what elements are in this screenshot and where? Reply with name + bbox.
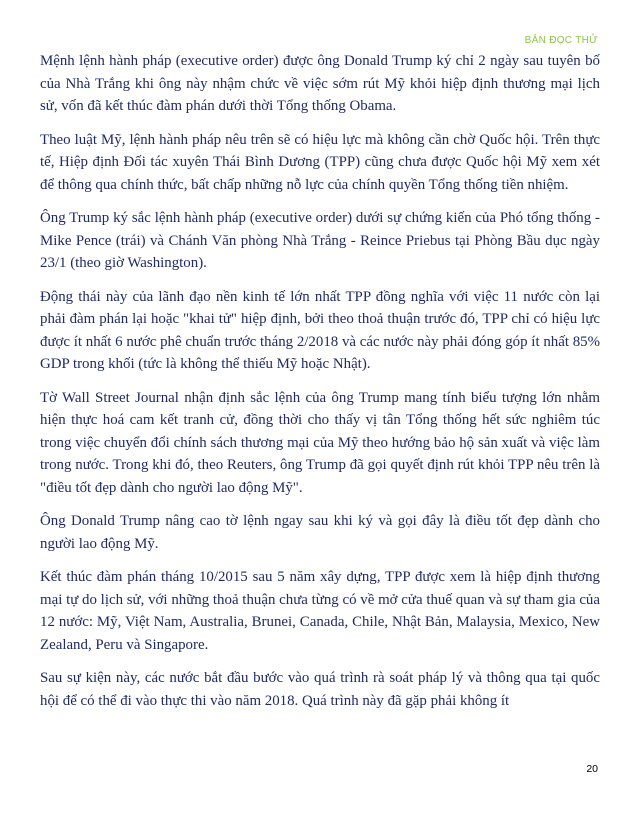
paragraph-2: Theo luật Mỹ, lệnh hành pháp nêu trên sẽ có hiệu lực mà không cần chờ Quốc hội. Trên thực tế, Hiệp định Đối tác xuyên Thái Bình Dương (TPP) cũng chưa được Quốc hội Mỹ xem xét để thông qua chính thức, bất chấp những nỗ lực của chính quyền Tổng thống tiền nhiệm. [40, 131, 600, 193]
paragraph-5: Tờ Wall Street Journal nhận định sắc lệnh của ông Trump mang tính biểu tượng lớn nhằm hiện thực hoá cam kết tranh cử, đồng thời cho thấy vị tân Tổng thống hết sức nghiêm túc trong việc chuyển đổi chính sách thương mại của Mỹ theo hướng bảo hộ sản xuất và việc làm trong nước. Trong khi đó, theo Reuters, ông Trump đã gọi quyết định rút khỏi TPP nêu trên là "điều tốt đẹp dành cho người lao động Mỹ". [40, 389, 600, 496]
paragraph-4: Động thái này của lãnh đạo nền kinh tế lớn nhất TPP đồng nghĩa với việc 11 nước còn lại phải đàm phán lại hoặc "khai tử" hiệp định, bởi theo thoả thuận trước đó, TPP chỉ có hiệu lực được ít nhất 6 nước phê chuẩn trước tháng 2/2018 và các nước này phải đóng góp ít nhất 85% GDP trong khối (tức là không thể thiếu Mỹ hoặc Nhật). [40, 288, 600, 372]
page-number: 20 [586, 763, 598, 775]
paragraph-8: Sau sự kiện này, các nước bắt đầu bước vào quá trình rà soát pháp lý và thông qua tại quốc hội để có thể đi vào thực thi vào năm 2018. Quá trình này đã gặp phải không ít [40, 670, 600, 709]
paragraph-3: Ông Trump ký sắc lệnh hành pháp (executive order) dưới sự chứng kiến của Phó tổng thống - Mike Pence (trái) và Chánh Văn phòng Nhà Trắng - Reince Priebus tại Phòng Bầu dục ngày 23/1 (theo giờ Washington). [40, 210, 600, 271]
preview-label: BẢN ĐỌC THỬ [524, 35, 598, 46]
paragraph-7: Kết thúc đàm phán tháng 10/2015 sau 5 năm xây dựng, TPP được xem là hiệp định thương mại tự do lịch sử, với những thoả thuận chưa từng có về mở cửa thuế quan và sự tham gia của 12 nước: Mỹ, Việt Nam, Australia, Brunei, Canada, Chile, Nhật Bản, Malaysia, Mexico, New Zealand, Peru và Singapore. [40, 569, 600, 653]
body-text [40, 50, 600, 723]
paragraph-1: Mệnh lệnh hành pháp (executive order) được ông Donald Trump ký chỉ 2 ngày sau tuyên bố của Nhà Trắng khi ông này nhậm chức về việc sớm rút Mỹ khỏi hiệp định thương mại lịch sử, vốn đã kết thúc đàm phán dưới thời Tổng thống Obama. [40, 53, 600, 114]
paragraph-6: Ông Donald Trump nâng cao tờ lệnh ngay sau khi ký và gọi đây là điều tốt đẹp dành cho người lao động Mỹ. [40, 513, 600, 552]
